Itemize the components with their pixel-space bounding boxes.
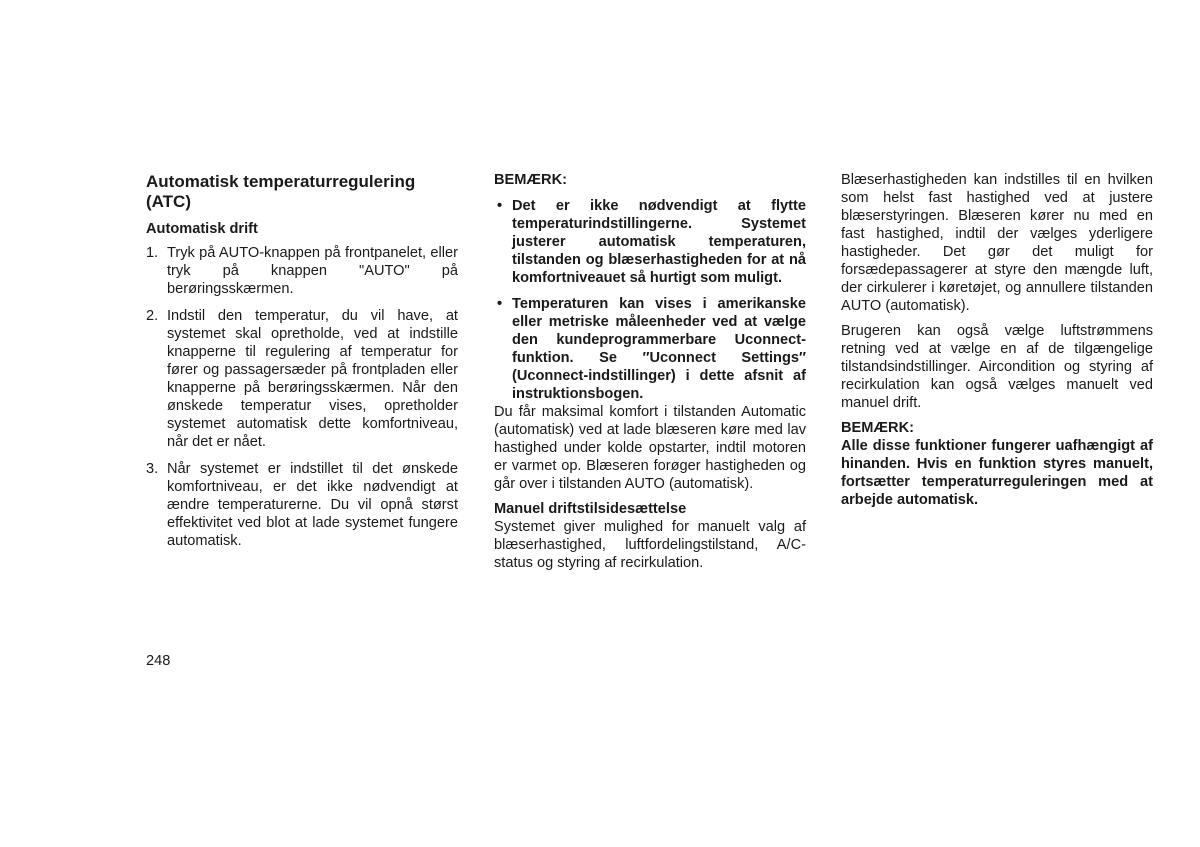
step-text: Indstil den temperatur, du vil have, at systemet skal opretholde, ved at indstille knapperne til regulering af temperatur for fører og passagersæder på frontpladen eller knapperne på berøringsskærmen. Når den ønskede temperatur vises, opretholder systemet automatisk dette komfortniveau, når det er nået. — [167, 308, 458, 450]
bullet-symbol: • — [497, 198, 503, 214]
subheading-manual-override: Manuel driftstilsidesættelse — [494, 501, 687, 517]
airflow-paragraph: Brugeren kan også vælge luftstrømmens retning ved at vælge en af de tilgængelige tilstandsindstillinger. Aircondition og styring af recirkulation kan også vælges manuelt ved manuel drift. — [841, 323, 1153, 411]
fan-speed-paragraph: Blæserhastigheden kan indstilles til en hvilken som helst fast hastighed ved at justere blæserstyringen. Blæseren kører nu med en fast hastighed, indtil der vælges yderligere hastigheder. Det gør det muligt for forsædepassagerer at styre den mængde luft, der cirkulerer i køretøjet, og annullere tilstanden AUTO (automatisk). — [841, 172, 1153, 314]
bullet-text: Temperaturen kan vises i amerikanske eller metriske måleenheder ved at vælge den kundeprogrammerbare Uconnect-funktion. Se ″Uconnect Settings″ (Uconnect-indstillinger) i dette afsnit af instruktionsbogen. — [512, 296, 806, 402]
note-heading: BEMÆRK: — [494, 172, 567, 188]
list-item — [146, 460, 458, 550]
left-column — [146, 170, 458, 559]
subheading-automatic-operation: Automatisk drift — [146, 221, 258, 237]
steps-list — [146, 244, 458, 550]
step-text: Tryk på AUTO-knappen på frontpanelet, eller tryk på knappen "AUTO" på berøringsskærmen. — [167, 245, 458, 297]
list-item — [146, 307, 458, 451]
page-number: 248 — [146, 653, 171, 669]
step-number: 1. — [146, 245, 159, 261]
step-number: 3. — [146, 461, 159, 477]
middle-column — [494, 171, 806, 579]
list-item — [494, 295, 806, 403]
list-item — [494, 197, 806, 287]
right-column — [841, 171, 1153, 516]
list-item — [146, 244, 458, 298]
step-number: 2. — [146, 308, 159, 324]
bullet-symbol: • — [497, 296, 503, 312]
step-text: Når systemet er indstillet til det ønskede komfortniveau, er det ikke nødvendigt at ændre temperaturerne. Du vil opnå størst effektivitet ved blot at lade systemet fungere automatisk. — [167, 461, 458, 549]
note-text: Alle disse funktioner fungerer uafhængigt af hinanden. Hvis en funktion styres manuelt, fortsætter temperaturreguleringen med at arbejde automatisk. — [841, 438, 1153, 508]
section-title: Automatisk temperaturregulering (ATC) — [146, 172, 416, 211]
comfort-paragraph: Du får maksimal komfort i tilstanden Automatic (automatisk) ved at lade blæseren køre med lav hastighed under kolde opstarter, indtil motoren er varmet op. Blæseren forøger hastigheden og går over i tilstanden AUTO (automatisk). — [494, 404, 806, 492]
manual-paragraph: Systemet giver mulighed for manuelt valg af blæserhastighed, luftfordelingstilstand, A/C-status og styring af recirkulation. — [494, 519, 806, 571]
note-heading: BEMÆRK: — [841, 420, 914, 436]
bullet-text: Det er ikke nødvendigt at flytte temperaturindstillingerne. Systemet justerer automatisk temperaturen, tilstanden og blæserhastigheden for at nå komfortniveauet så hurtigt som muligt. — [512, 198, 806, 286]
note-bullets — [494, 197, 806, 403]
